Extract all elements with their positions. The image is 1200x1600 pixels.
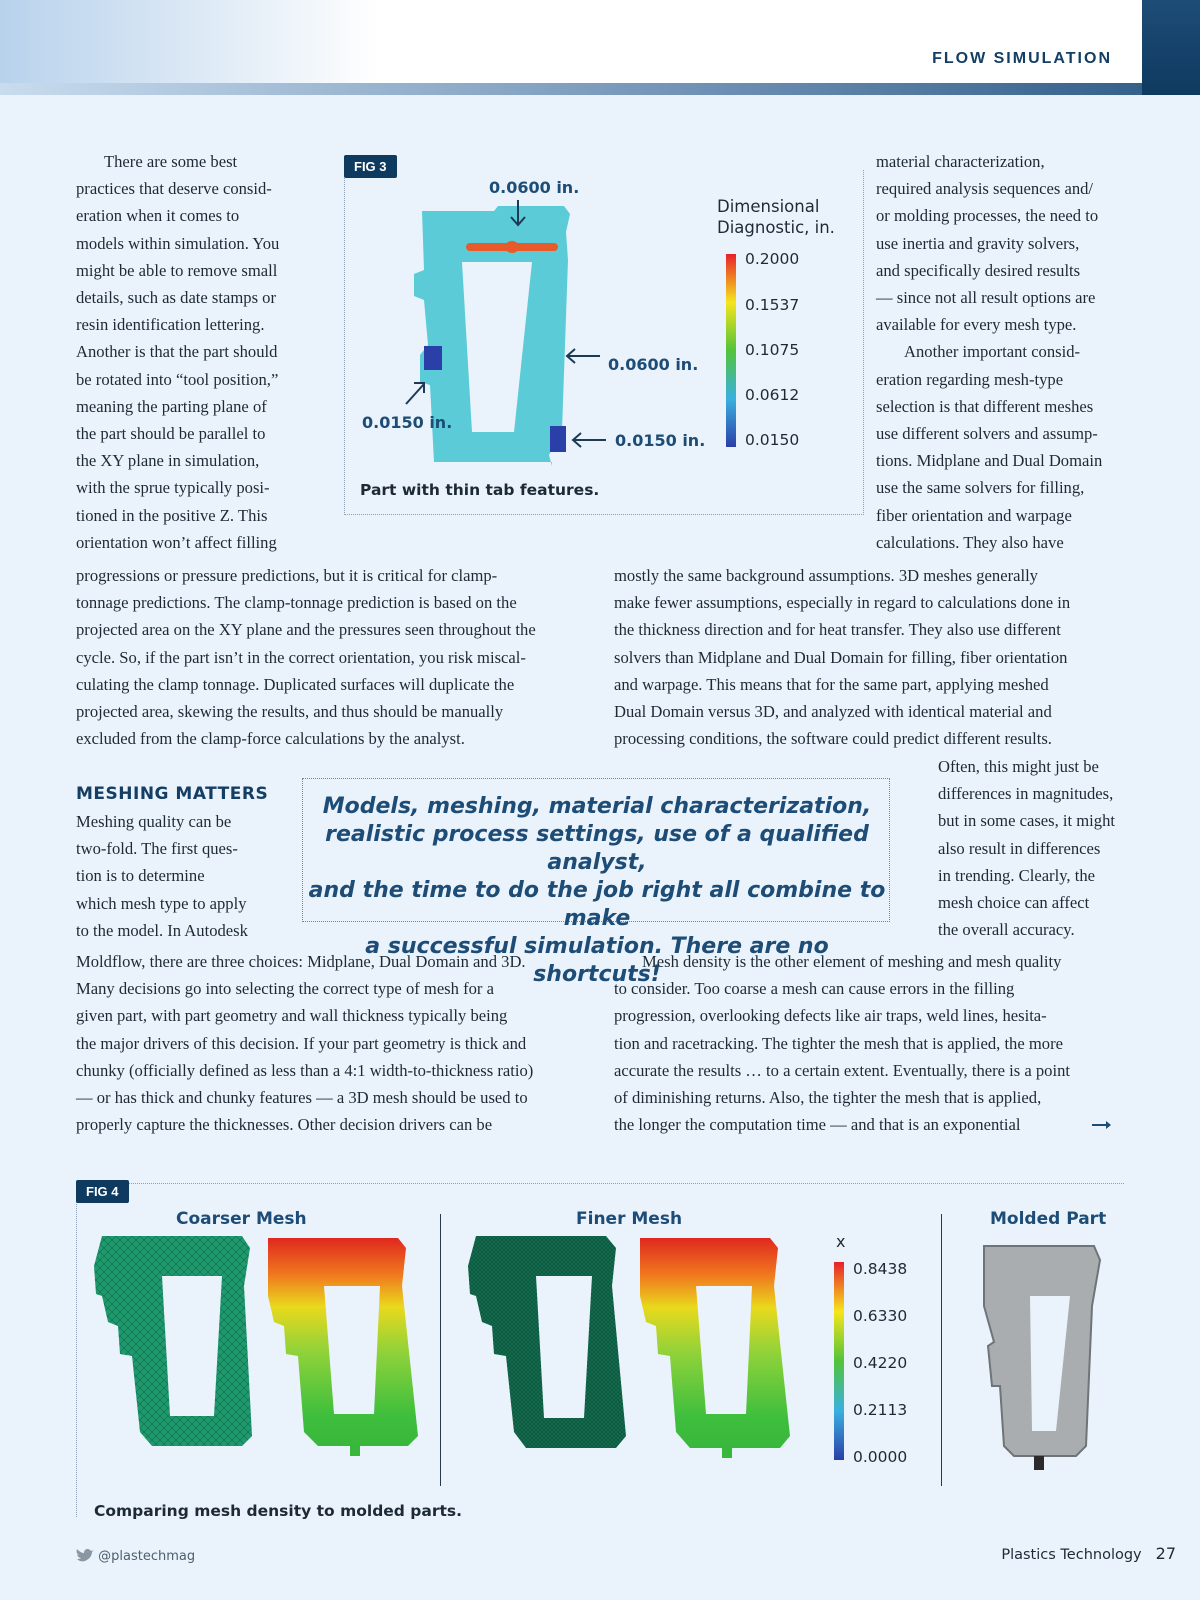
legend-value: 0.2000 bbox=[745, 250, 800, 268]
fig4-legend-value: 0.6330 bbox=[853, 1307, 908, 1325]
text-line: eration regarding mesh-type bbox=[876, 369, 1064, 389]
text-line: to the model. In Autodesk bbox=[76, 920, 248, 940]
text-line: and specifically desired results bbox=[876, 260, 1081, 280]
text-line: practices that deserve consid- bbox=[76, 179, 272, 199]
text-line: projected area on the XY plane and the pressures seen throughout the bbox=[76, 620, 536, 640]
text-line: Dual Domain versus 3D, and analyzed with identical material and bbox=[614, 702, 1052, 722]
figure-4-tag: FIG 4 bbox=[76, 1180, 129, 1203]
text-line: Often, this might just be bbox=[938, 757, 1099, 776]
text-line: progression, overlooking defects like air traps, weld lines, hesita- bbox=[614, 1006, 1047, 1026]
coarse-mesh-part bbox=[94, 1236, 252, 1446]
text-line: — or has thick and chunky features — a 3D mesh should be used to bbox=[76, 1088, 528, 1108]
text-line: fiber orientation and warpage bbox=[876, 505, 1072, 525]
text-line: but in some cases, it might bbox=[938, 811, 1115, 831]
legend-value: 0.0150 bbox=[745, 431, 800, 449]
text-line: Meshing quality can be bbox=[76, 812, 232, 831]
text-line: in trending. Clearly, the bbox=[938, 865, 1095, 885]
text-line: Mesh density is the other element of meshing and mesh quality bbox=[642, 952, 1062, 971]
text-line: the part should be parallel to bbox=[76, 424, 266, 444]
text-line: also result in differences bbox=[938, 838, 1101, 858]
pull-quote-line: realistic process settings, use of a qualified analyst, bbox=[325, 822, 869, 875]
text-line: Many decisions go into selecting the correct type of mesh for a bbox=[76, 979, 494, 999]
legend-title-line: Diagnostic, in. bbox=[717, 218, 835, 237]
left-column-mid bbox=[76, 562, 596, 752]
text-line: which mesh type to apply bbox=[76, 893, 247, 913]
left-column-wrap bbox=[76, 808, 296, 944]
text-line: tion and racetracking. The tighter the mesh that is applied, the more bbox=[614, 1033, 1063, 1053]
figure-3-tag: FIG 3 bbox=[344, 155, 397, 178]
text-line: selection is that different meshes bbox=[876, 396, 1094, 416]
text-line: material characterization, bbox=[876, 152, 1045, 171]
text-line: tion is to determine bbox=[76, 866, 205, 886]
fig4-legend-colorbar bbox=[834, 1262, 844, 1460]
header-rule bbox=[0, 83, 1200, 95]
text-line: models within simulation. You bbox=[76, 233, 280, 253]
legend-value: 0.1537 bbox=[745, 296, 800, 314]
pull-quote-line: and the time to do the job right all combine to make bbox=[308, 878, 886, 931]
text-line: tioned in the positive Z. This bbox=[76, 505, 268, 525]
text-line: solvers than Midplane and Dual Domain for filling, fiber orientation bbox=[614, 647, 1068, 667]
text-line: might be able to remove small bbox=[76, 260, 278, 280]
text-line: differences in magnitudes, bbox=[938, 784, 1114, 804]
continue-arrow-icon bbox=[1092, 1120, 1112, 1130]
magazine-name: Plastics Technology bbox=[1001, 1547, 1142, 1563]
text-line: required analysis sequences and/ bbox=[876, 179, 1094, 199]
molded-part-photo bbox=[984, 1246, 1100, 1470]
figure-4-top-rule bbox=[76, 1183, 1124, 1184]
text-line: use different solvers and assump- bbox=[876, 424, 1098, 444]
figure-4-left-rule bbox=[76, 1183, 77, 1517]
footer-social bbox=[76, 1548, 195, 1564]
text-line: — since not all result options are bbox=[876, 288, 1096, 308]
fig4-legend-value: 0.0000 bbox=[853, 1448, 908, 1466]
text-line: make fewer assumptions, especially in regard to calculations done in bbox=[614, 593, 1071, 613]
text-line: be rotated into “tool position,” bbox=[76, 369, 279, 389]
section-heading: MESHING MATTERS bbox=[76, 784, 269, 804]
fig4-legend-value: 0.8438 bbox=[853, 1260, 908, 1278]
page-number: 27 bbox=[1155, 1544, 1176, 1563]
text-line: details, such as date stamps or bbox=[76, 288, 277, 308]
fig4-legend-value: 0.2113 bbox=[853, 1401, 908, 1419]
right-column-bottom bbox=[614, 948, 1189, 1138]
text-line: use the same solvers for filling, bbox=[876, 478, 1085, 498]
dim-label-top: 0.0600 in. bbox=[489, 178, 580, 197]
text-line: available for every mesh type. bbox=[876, 315, 1077, 335]
fig4-legend-title: x bbox=[836, 1232, 846, 1251]
text-line: calculations. They also have bbox=[876, 532, 1064, 552]
text-line: Moldflow, there are three choices: Midplane, Dual Domain and 3D. bbox=[76, 952, 526, 971]
header-corner-block bbox=[1142, 0, 1200, 95]
header-gradient bbox=[0, 0, 380, 83]
text-line: given part, with part geometry and wall thickness typically being bbox=[76, 1006, 508, 1026]
legend-value: 0.0612 bbox=[745, 386, 800, 404]
left-column-top bbox=[76, 148, 316, 556]
section-label: FLOW SIMULATION bbox=[932, 50, 1112, 67]
text-line: of diminishing returns. Also, the tighter the mesh that is applied, bbox=[614, 1088, 1042, 1108]
text-line: properly capture the thicknesses. Other decision drivers can be bbox=[76, 1115, 493, 1135]
right-column-wrap bbox=[938, 753, 1188, 943]
text-line: excluded from the clamp-force calculations by the analyst. bbox=[76, 729, 465, 749]
fig4-legend-value: 0.4220 bbox=[853, 1354, 908, 1372]
footer-folio bbox=[1001, 1544, 1176, 1563]
text-line: processing conditions, the software could predict different results. bbox=[614, 729, 1052, 749]
text-line: progressions or pressure predictions, but it is critical for clamp- bbox=[76, 566, 498, 585]
text-line: There are some best bbox=[104, 152, 238, 171]
figure-4-illustration bbox=[80, 1236, 1140, 1486]
right-column-mid bbox=[614, 562, 1184, 752]
right-column-top bbox=[876, 148, 1176, 556]
text-line: Another is that the part should bbox=[76, 342, 278, 362]
text-line: the XY plane in simulation, bbox=[76, 451, 260, 471]
legend-colorbar bbox=[726, 254, 736, 447]
text-line: orientation won’t affect filling bbox=[76, 532, 277, 552]
fine-fill-result bbox=[640, 1238, 790, 1458]
figure-4-caption: Comparing mesh density to molded parts. bbox=[94, 1502, 463, 1520]
text-line: cycle. So, if the part isn’t in the correct orientation, you risk miscal- bbox=[76, 647, 526, 667]
text-line: meaning the parting plane of bbox=[76, 396, 267, 416]
text-line: with the sprue typically posi- bbox=[76, 478, 270, 498]
text-line: chunky (officially defined as less than a 4:1 width-to-thickness ratio) bbox=[76, 1060, 534, 1080]
text-line: to consider. Too coarse a mesh can cause errors in the filling bbox=[614, 979, 1015, 999]
text-line: the longer the computation time — and that is an exponential bbox=[614, 1115, 1021, 1135]
text-line: tions. Midplane and Dual Domain bbox=[876, 451, 1103, 471]
text-line: resin identification lettering. bbox=[76, 315, 265, 335]
dim-label-left: 0.0150 in. bbox=[362, 413, 453, 432]
legend-title-line: Dimensional bbox=[717, 197, 820, 216]
text-line: mesh choice can affect bbox=[938, 893, 1090, 913]
text-line: the thickness direction and for heat transfer. They also use different bbox=[614, 620, 1061, 640]
text-line: use inertia and gravity solvers, bbox=[876, 233, 1080, 253]
social-handle[interactable]: @plastechmag bbox=[98, 1549, 196, 1564]
legend-title bbox=[717, 196, 835, 238]
column-title-coarse: Coarser Mesh bbox=[176, 1209, 307, 1229]
text-line: and warpage. This means that for the same part, applying meshed bbox=[614, 674, 1049, 694]
pull-quote-line: a successful simulation. There are no shortcuts! bbox=[365, 934, 829, 987]
text-line: the major drivers of this decision. If your part geometry is thick and bbox=[76, 1033, 527, 1053]
text-line: eration when it comes to bbox=[76, 206, 240, 226]
column-title-molded: Molded Part bbox=[990, 1209, 1107, 1229]
fine-mesh-part bbox=[468, 1236, 626, 1448]
text-line: tonnage predictions. The clamp-tonnage prediction is based on the bbox=[76, 593, 517, 613]
text-line: two-fold. The first ques- bbox=[76, 839, 238, 859]
twitter-bird-icon bbox=[76, 1548, 94, 1562]
pull-quote-line: Models, meshing, material characterization, bbox=[322, 794, 872, 819]
text-line: projected area, skewing the results, and thus should be manually bbox=[76, 702, 504, 722]
figure-3-caption: Part with thin tab features. bbox=[360, 481, 600, 499]
dim-label-middle: 0.0600 in. bbox=[608, 355, 699, 374]
text-line: accurate the results … to a certain extent. Eventually, there is a point bbox=[614, 1060, 1070, 1080]
text-line: or molding processes, the need to bbox=[876, 206, 1099, 226]
text-line: culating the clamp tonnage. Duplicated surfaces will duplicate the bbox=[76, 674, 515, 694]
left-tab bbox=[424, 346, 442, 370]
text-line: the overall accuracy. bbox=[938, 920, 1075, 940]
column-title-fine: Finer Mesh bbox=[576, 1209, 683, 1229]
left-column-bottom bbox=[76, 948, 606, 1138]
legend-value: 0.1075 bbox=[745, 341, 800, 359]
text-line: mostly the same background assumptions. 3D meshes generally bbox=[614, 566, 1038, 585]
dim-label-right: 0.0150 in. bbox=[615, 431, 706, 450]
text-line: Another important consid- bbox=[904, 342, 1081, 362]
coarse-fill-result bbox=[268, 1238, 418, 1456]
right-tab bbox=[550, 426, 566, 452]
